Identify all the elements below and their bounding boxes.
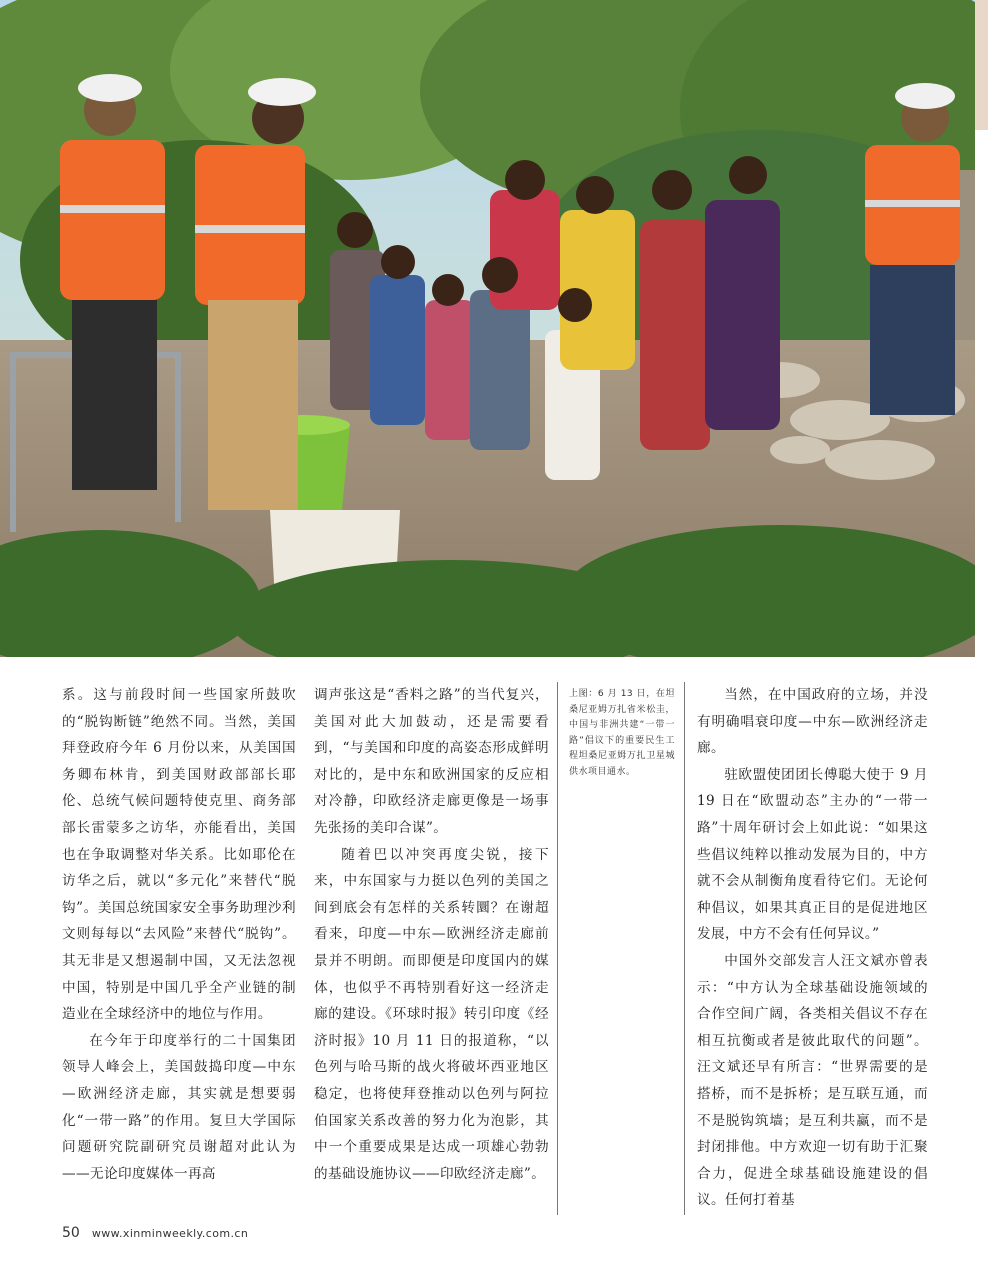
column-divider [557,682,558,1215]
paragraph: 驻欧盟使团团长傅聪大使于 9 月 19 日在“欧盟动态”主办的“一带一路”十周年研讨会上如此说：“如果这些倡议纯粹以推动发展为目的，中方就不会从制衡角度看待它们。无论何种倡议，如果其真正目的是促进地区发展，中方不会有任何异议。” [697,766,928,943]
paragraph: 随着巴以冲突再度尖锐，接下来，中东国家与力挺以色列的美国之间到底会有怎样的关系转圜？在谢超看来，印度—中东—欧洲经济走廊前景并不明朗。而即便是印度国内的媒体，也似乎不再特别看好这一经济走廊的建设。《环球时报》转引印度《经济时报》10 月 11 日的报道称，“以色列与哈马斯的战火将破坏西亚地区稳定，也将使拜登推动以色列与阿拉伯国家关系改善的努力化为泡影，其中一个重要成果是达成一项雄心勃勃的基础设施协议——印欧经济走廊”。 [314,846,549,1182]
paragraph: 中国外交部发言人汪文斌亦曾表示：“中方认为全球基础设施领域的合作空间广阔，各类相关倡议不存在相互抗衡或者是彼此取代的问题”。汪文斌还早有所言：“世界需要的是搭桥，而不是拆桥；是互联互通，而不是脱钩筑墙；是互利共赢，而不是封闭排他。中方欢迎一切有助于汇聚合力，促进全球基础设施建设的倡议。任何打着基 [697,952,928,1209]
page-footer [62,1225,248,1241]
body-column-2 [314,682,549,1187]
page-edge-tab [975,0,988,130]
column-divider [684,682,685,1215]
paragraph: 在今年于印度举行的二十国集团领导人峰会上，美国鼓捣印度—中东—欧洲经济走廊，其实就是想要弱化“一带一路”的作用。复旦大学国际问题研究院副研究员谢超对此认为——无论印度媒体一再高 [62,1032,296,1182]
body-column-3 [697,682,928,1214]
paragraph: 调声张这是“香料之路”的当代复兴，美国对此大加鼓动，还是需要看到，“与美国和印度的高姿态形成鲜明对比的，是中东和欧洲国家的反应相对冷静，印欧经济走廊更像是一场事先张扬的美印合谋”。 [314,687,549,836]
page-number: 50 [62,1225,80,1241]
paragraph: 系。这与前段时间一些国家所鼓吹的“脱钩断链”绝然不同。当然，美国拜登政府今年 6 月份以来，从美国国务卿布林肯，到美国财政部部长耶伦、总统气候问题特使克里、商务部部长雷蒙多之访华，亦能看出，美国也在争取调整对华关系。比如耶伦在访华之后，就以“多元化”来替代“脱钩”。美国总统国家安全事务助理沙利文则每每以“去风险”来替代“脱钩”。其无非是又想遏制中国，又无法忽视中国，特别是中国几乎全产业链的制造业在全球经济中的地位与作用。 [62,687,296,1023]
body-column-1 [62,682,296,1187]
paragraph: 当然，在中国政府的立场，并没有明确唱衰印度—中东—欧洲经济走廊。 [697,687,928,757]
photo-caption: 上图：6 月 13 日，在坦桑尼亚姆万扎省米松圭，中国与非洲共建“一带一路”倡议下的重要民生工程坦桑尼亚姆万扎卫星城供水项目通水。 [569,689,675,777]
website-url: www.xinminweekly.com.cn [91,1227,249,1240]
